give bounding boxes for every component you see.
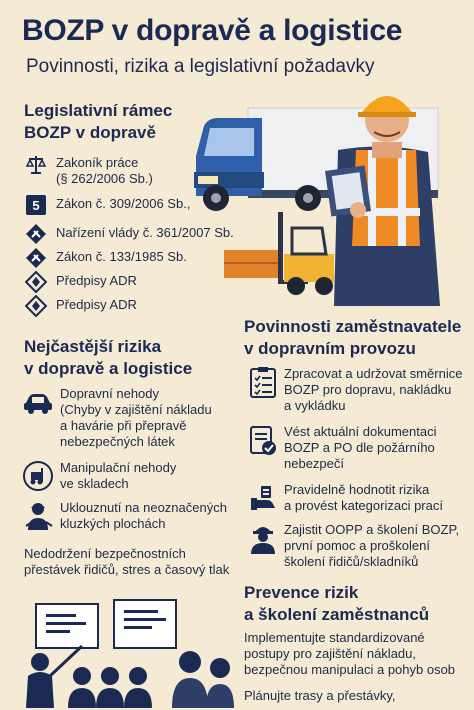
legal-item: Předpisy ADR: [24, 270, 254, 296]
diamond-adr-icon: [24, 294, 48, 318]
svg-text:5: 5: [32, 198, 40, 213]
forklift-handling-icon: [22, 460, 54, 492]
diamond-law-icon: [24, 246, 48, 270]
car-accident-icon: [22, 386, 54, 418]
checklist-icon: [248, 366, 278, 398]
legal-item: Předpisy ADR: [24, 294, 254, 320]
scales-icon: [24, 152, 48, 176]
risk-item: Manipulační nehody ve skladech: [22, 460, 252, 496]
duty-item: Zajistit OOPP a školení BOZP, první pomoc a proškolení školení řidičů/skladníků: [248, 522, 463, 572]
duty-item: Vést aktuální dokumentaci BOZP a PO dle požárního nebezpečí: [248, 424, 463, 474]
legal-item: Zakoník práce (§ 262/2006 Sb.): [24, 152, 254, 186]
worker-ppe-icon: [248, 522, 278, 554]
risk-item: Dopravní nehody (Chyby v zajištění nákladu a havárie při přepravě nebezpečných látek: [22, 386, 252, 456]
diamond-adr-icon: [24, 270, 48, 294]
duty-item: Pravidelně hodnotit rizika a provést kategorizaci prací: [248, 482, 463, 518]
training-illustration: [22, 596, 234, 710]
diamond-law-icon: [24, 222, 48, 246]
legal-item: Nařízení vlády č. 361/2007 Sb.: [24, 222, 254, 248]
legal-item: 5 Zákon č. 309/2006 Sb.,: [24, 193, 254, 219]
prevention-paragraph: Implementujte standardizované postupy pro zajištění nákladu, bezpečnou manipulaci a pohyb osob: [244, 630, 456, 677]
page-title: BOZP v dopravě a logistice: [22, 14, 403, 47]
prevention-paragraph: Plánujte trasy a přestávky,: [244, 688, 396, 703]
slip-worker-icon: [22, 500, 54, 532]
risk-item: Uklouznutí na neoznačených kluzkých plochách: [22, 500, 252, 536]
page-subtitle: Povinnosti, rizika a legislativní požadavky: [26, 56, 375, 77]
hand-assessment-icon: [248, 482, 278, 514]
legal-title: Legislativní rámec BOZP v dopravě: [24, 101, 173, 142]
number-five-icon: [24, 193, 48, 217]
legal-item: Zákon č. 133/1985 Sb.: [24, 246, 254, 272]
duty-item: Zpracovat a udržovat směrnice BOZP pro dopravu, nakládku a vykládku: [248, 366, 463, 416]
prevention-title: Prevence rizik a školení zaměstnanců: [244, 583, 430, 624]
duties-title: Povinnosti zaměstnavatele v dopravním provozu: [244, 317, 462, 358]
risks-title: Nejčastější rizika v dopravě a logistice: [24, 337, 193, 378]
document-check-icon: [248, 424, 278, 456]
risks-note: Nedodržení bezpečnostních přestávek řidičů, stres a časový tlak: [24, 546, 230, 577]
